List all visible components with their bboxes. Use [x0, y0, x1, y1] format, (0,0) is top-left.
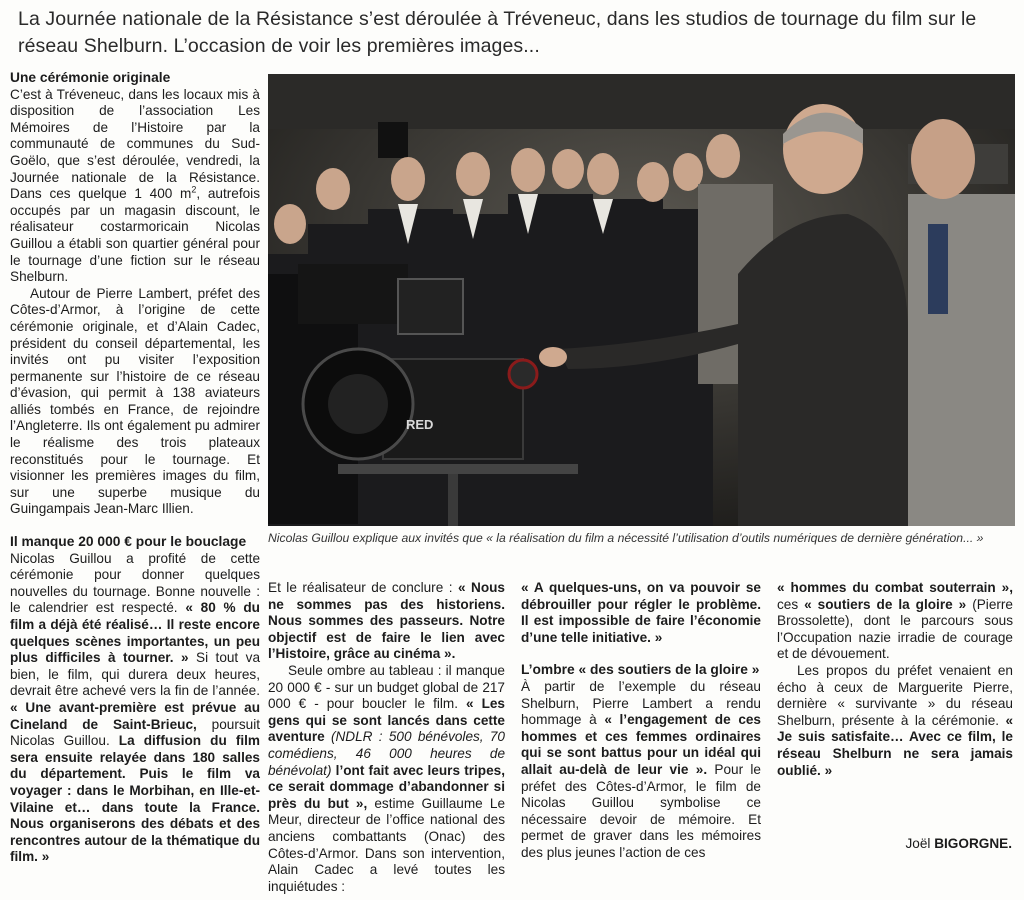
paragraph: Nicolas Guillou a profité de cette cérémonie pour donner quelques nouvelles du tournage. Bonne nouvelle : le calendrier est respecté. « 80 % du film a déjà été réalisé… Il reste encore quelques scènes importantes, un peu plus difficiles à tourner. » Si tout va bien, le film, qui durera deux heures, devrait être achevé vers la fin de l’année. « Une avant-première est prévue au Cineland de Saint-Brieuc, poursuit Nicolas Guillou. La diffusion du film sera ensuite relayée dans 180 salles du département. Puis le film va voyager : dans le Morbihan, en Ille-et-Vilaine et… dans toute la France. Nous organiserons des débats et des rencontres autour de la thématique du film. »	[10, 550, 261, 865]
photo-illustration	[268, 74, 1015, 526]
camera-brand-label: RED	[406, 417, 434, 432]
paragraph: Autour de Pierre Lambert, préfet des Côtes-d’Armor, à l’origine de cette cérémonie originale, et d’Alain Cadec, président du conseil départemental, les invités ont pu visiter l’exposition permanente sur l’histoire de ce réseau d’évasion, qui permit à 138 aviateurs alliés tombés en France, de rejoindre l’Angleterre. Ils ont également pu admirer le réalisme des trois plateaux reconstitués pour le tournage. Et visionner les premières images du film, sur une superbe musique du Guingampais Jean-Marc Illien.	[10, 285, 260, 517]
author-signature: Joël BIGORGNE.	[905, 836, 1012, 851]
article-photo	[268, 74, 1015, 526]
paragraph: « A quelques-uns, on va pouvoir se débrouiller pour régler le problème. Il est impossible de faire l’économie d’une telle initiative. »	[521, 580, 761, 645]
subheading-ceremonie: Une cérémonie originale	[10, 70, 171, 85]
paragraph: À partir de l’exemple du réseau Shelburn, Pierre Lambert a rendu hommage à « l’engagement de ces hommes et ces femmes ordinaires qui se sont battus pour un idéal qui allait au-delà de leur vie ». Pour le préfet des Côtes-d’Armor, le film de Nicolas Guillou symbolise ce nécessaire devoir de mémoire. Et permet de graver dans les mémoires des plus jeunes l’action de ces	[521, 678, 761, 860]
paragraph: Les propos du préfet venaient en écho à ceux de Marguerite Pierre, dernière « survivante » du réseau Shelburn, présente à la cérémonie. « Je suis satisfaite… Avec ce film, le réseau Shelburn ne sera jamais oublié. »	[777, 662, 1013, 778]
paragraph: Seule ombre au tableau : il manque 20 000 € - sur un budget global de 217 000 € - pour boucler le film. « Les gens qui se sont lancés dans cette aventure (NDLR : 500 bénévoles, 70 comédiens, 46 000 heures de bénévolat) l’ont fait avec leurs tripes, ce serait dommage d’abandonner si près du but », estime Guillaume Le Meur, directeur de l’office national des anciens combattants (Onac) des Côtes-d’Armor. Dans son intervention, Alain Cadec a levé toutes les inquiétudes :	[268, 662, 505, 894]
subheading-soutiers: L’ombre « des soutiers de la gloire »	[521, 662, 760, 678]
paragraph: C’est à Tréveneuc, dans les locaux mis à disposition de l’association Les Mémoires de l’Histoire par la communauté de communes du Sud-Goëlo, que s’est déroulée, vendredi, la Journée nationale de la Résistance. Dans ces quelque 1 400 $m^2$, autrefois occupés par un magasin discount, le réalisateur costarmoricain Nicolas Guillou a établi son quartier général pour le tournage d’une fiction sur le réseau Shelburn.	[10, 86, 260, 285]
article-headline: La Journée nationale de la Résistance s’est déroulée à Tréveneuc, dans les studios de tournage du film sur le réseau Shelburn. L’occasion de voir les premières images...	[18, 8, 977, 57]
article-column-2	[268, 580, 505, 895]
article-column-4	[777, 580, 1013, 779]
article-column-1	[10, 70, 260, 866]
paragraph: Et le réalisateur de conclure : « Nous ne sommes pas des historiens. Nous sommes des passeurs. Notre objectif est de faire le lien avec l’Histoire, grâce au cinéma ».	[268, 580, 505, 662]
article-column-3	[521, 580, 761, 862]
photo-caption: Nicolas Guillou explique aux invités que « la réalisation du film a nécessité l’utilisation d’outils numériques de dernière génération... »	[268, 531, 984, 545]
subheading-budget: Il manque 20 000 € pour le bouclage	[10, 534, 247, 550]
paragraph: « hommes du combat souterrain », ces « soutiers de la gloire » (Pierre Brossolette), dont le parcours sous l’Occupation nazie irradie de courage et de dévouement.	[777, 580, 1013, 662]
